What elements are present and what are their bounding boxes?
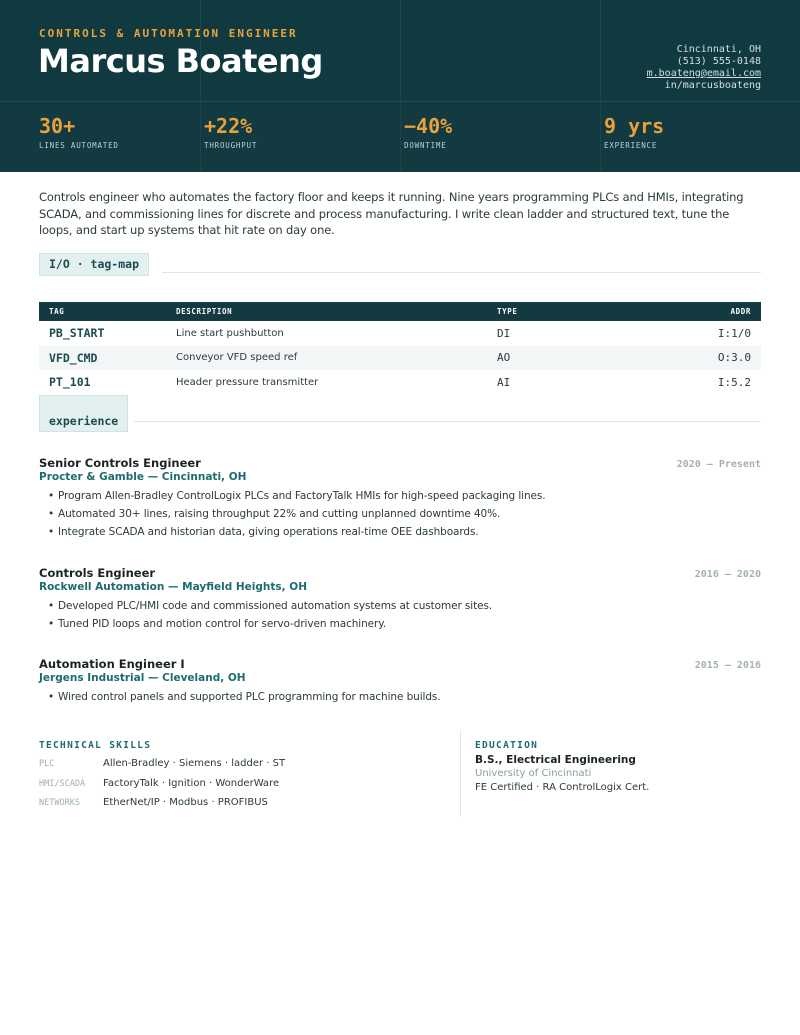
skill-category: PLC xyxy=(39,759,55,769)
list-item xyxy=(39,615,761,633)
job-dates: 2015 — 2016 xyxy=(694,660,761,671)
job-entry xyxy=(39,657,761,706)
metric-label: EXPERIENCE xyxy=(604,141,658,150)
list-item xyxy=(39,505,761,523)
column-divider xyxy=(460,731,461,817)
metric-value: −40% xyxy=(404,114,453,138)
io-tag-table xyxy=(39,302,761,395)
skill-values: FactoryTalk · Ignition · WonderWare xyxy=(103,778,280,789)
education-certifications: FE Certified · RA ControlLogix Cert. xyxy=(475,782,650,793)
job-company: Jergens Industrial — Cleveland, OH xyxy=(39,672,246,684)
job-bullets xyxy=(39,597,761,633)
contact-linkedin[interactable]: in/marcusboateng xyxy=(664,80,761,91)
resume-header xyxy=(0,0,800,101)
contact-location: Cincinnati, OH xyxy=(676,44,761,55)
metric-label: DOWNTIME xyxy=(404,141,447,150)
section-divider xyxy=(162,272,761,273)
job-role-title: CONTROLS & AUTOMATION ENGINEER xyxy=(39,27,298,40)
list-item xyxy=(39,688,761,706)
column-header-type: TYPE xyxy=(487,302,627,321)
bullet-glyph: • xyxy=(48,526,55,538)
type-cell: AO xyxy=(487,346,627,371)
bullet-text: Automated 30+ lines, raising throughput 22% and cutting unplanned downtime 40%. xyxy=(58,508,501,520)
metric-value: +22% xyxy=(204,114,253,138)
skill-category: HMI/SCADA xyxy=(39,779,86,789)
job-entry xyxy=(39,456,761,541)
bullet-text: Wired control panels and supported PLC programming for machine builds. xyxy=(58,691,441,703)
type-cell: DI xyxy=(497,326,511,340)
list-item xyxy=(39,597,761,615)
description-cell: Line start pushbutton xyxy=(176,327,284,339)
addr-cell: I:1/0 xyxy=(717,326,751,340)
metrics-band xyxy=(0,101,800,172)
candidate-name: Marcus Boateng xyxy=(38,42,323,80)
metric-label: THROUGHPUT xyxy=(204,141,258,150)
bullet-text: Program Allen-Bradley ControlLogix PLCs and FactoryTalk HMIs for high-speed packaging lines. xyxy=(58,490,546,502)
contact-email-link[interactable]: m.boateng@email.com xyxy=(646,68,761,79)
bullet-glyph: • xyxy=(48,618,55,630)
job-title: Controls Engineer xyxy=(39,566,156,580)
bullet-glyph: • xyxy=(48,490,55,502)
tag-cell: VFD_CMD xyxy=(39,346,166,371)
section-divider xyxy=(134,421,761,422)
metric-label: LINES AUTOMATED xyxy=(39,141,119,150)
type-cell: AI xyxy=(497,375,511,389)
column-header-addr: ADDR xyxy=(627,302,761,321)
job-dates: 2020 — Present xyxy=(676,459,761,470)
contact-phone[interactable]: (513) 555-0148 xyxy=(676,56,761,67)
section-tab-experience: experience xyxy=(39,395,128,432)
description-cell: Header pressure transmitter xyxy=(176,376,319,388)
tag-cell: PT_101 xyxy=(49,375,91,390)
job-title: Senior Controls Engineer xyxy=(39,456,201,470)
column-header-description: DESCRIPTION xyxy=(166,302,487,321)
education-heading: EDUCATION xyxy=(475,740,539,751)
job-bullets xyxy=(39,487,761,541)
bullet-glyph: • xyxy=(48,600,55,612)
table-row xyxy=(39,370,761,395)
list-item xyxy=(39,523,761,541)
bullet-glyph: • xyxy=(48,691,55,703)
professional-summary: Controls engineer who automates the factory floor and keeps it running. Nine years programming PLCs and HMIs, integrating SCADA, and commissioning lines for discrete and process manufacturing. I write clean ladder and structured text, tune the loops, and start up systems that hit rate on day one. xyxy=(39,190,744,237)
contact-info xyxy=(647,44,761,92)
list-item xyxy=(39,487,761,505)
job-title: Automation Engineer I xyxy=(39,657,185,671)
skill-category: NETWORKS xyxy=(39,798,80,808)
education-degree: B.S., Electrical Engineering xyxy=(475,754,636,766)
job-company: Procter & Gamble — Cincinnati, OH xyxy=(39,471,247,483)
job-entry xyxy=(39,566,761,633)
tag-cell: PB_START xyxy=(49,326,105,341)
description-cell: Conveyor VFD speed ref xyxy=(166,346,487,371)
bullet-text: Developed PLC/HMI code and commissioned automation systems at customer sites. xyxy=(58,600,493,612)
column-header-tag: TAG xyxy=(39,302,166,321)
education-school: University of Cincinnati xyxy=(475,768,592,779)
bullet-text: Tuned PID loops and motion control for servo-driven machinery. xyxy=(58,618,387,630)
job-company: Rockwell Automation — Mayfield Heights, OH xyxy=(39,581,308,593)
skills-heading: TECHNICAL SKILLS xyxy=(39,740,152,751)
job-bullets xyxy=(39,688,761,706)
metric-value: 9 yrs xyxy=(604,114,665,138)
addr-cell: O:3.0 xyxy=(627,346,761,371)
skill-values: Allen-Bradley · Siemens · ladder · ST xyxy=(103,758,286,769)
bullet-glyph: • xyxy=(48,508,55,520)
table-row xyxy=(39,346,761,371)
table-row xyxy=(39,321,761,346)
section-tab-io-tag-map: I/O · tag-map xyxy=(39,253,149,276)
table-header-row xyxy=(39,302,761,321)
metric-value: 30+ xyxy=(39,114,76,138)
skill-values: EtherNet/IP · Modbus · PROFIBUS xyxy=(103,797,268,808)
bullet-text: Integrate SCADA and historian data, giving operations real-time OEE dashboards. xyxy=(58,526,479,538)
job-dates: 2016 — 2020 xyxy=(694,569,761,580)
addr-cell: I:5.2 xyxy=(717,375,751,389)
